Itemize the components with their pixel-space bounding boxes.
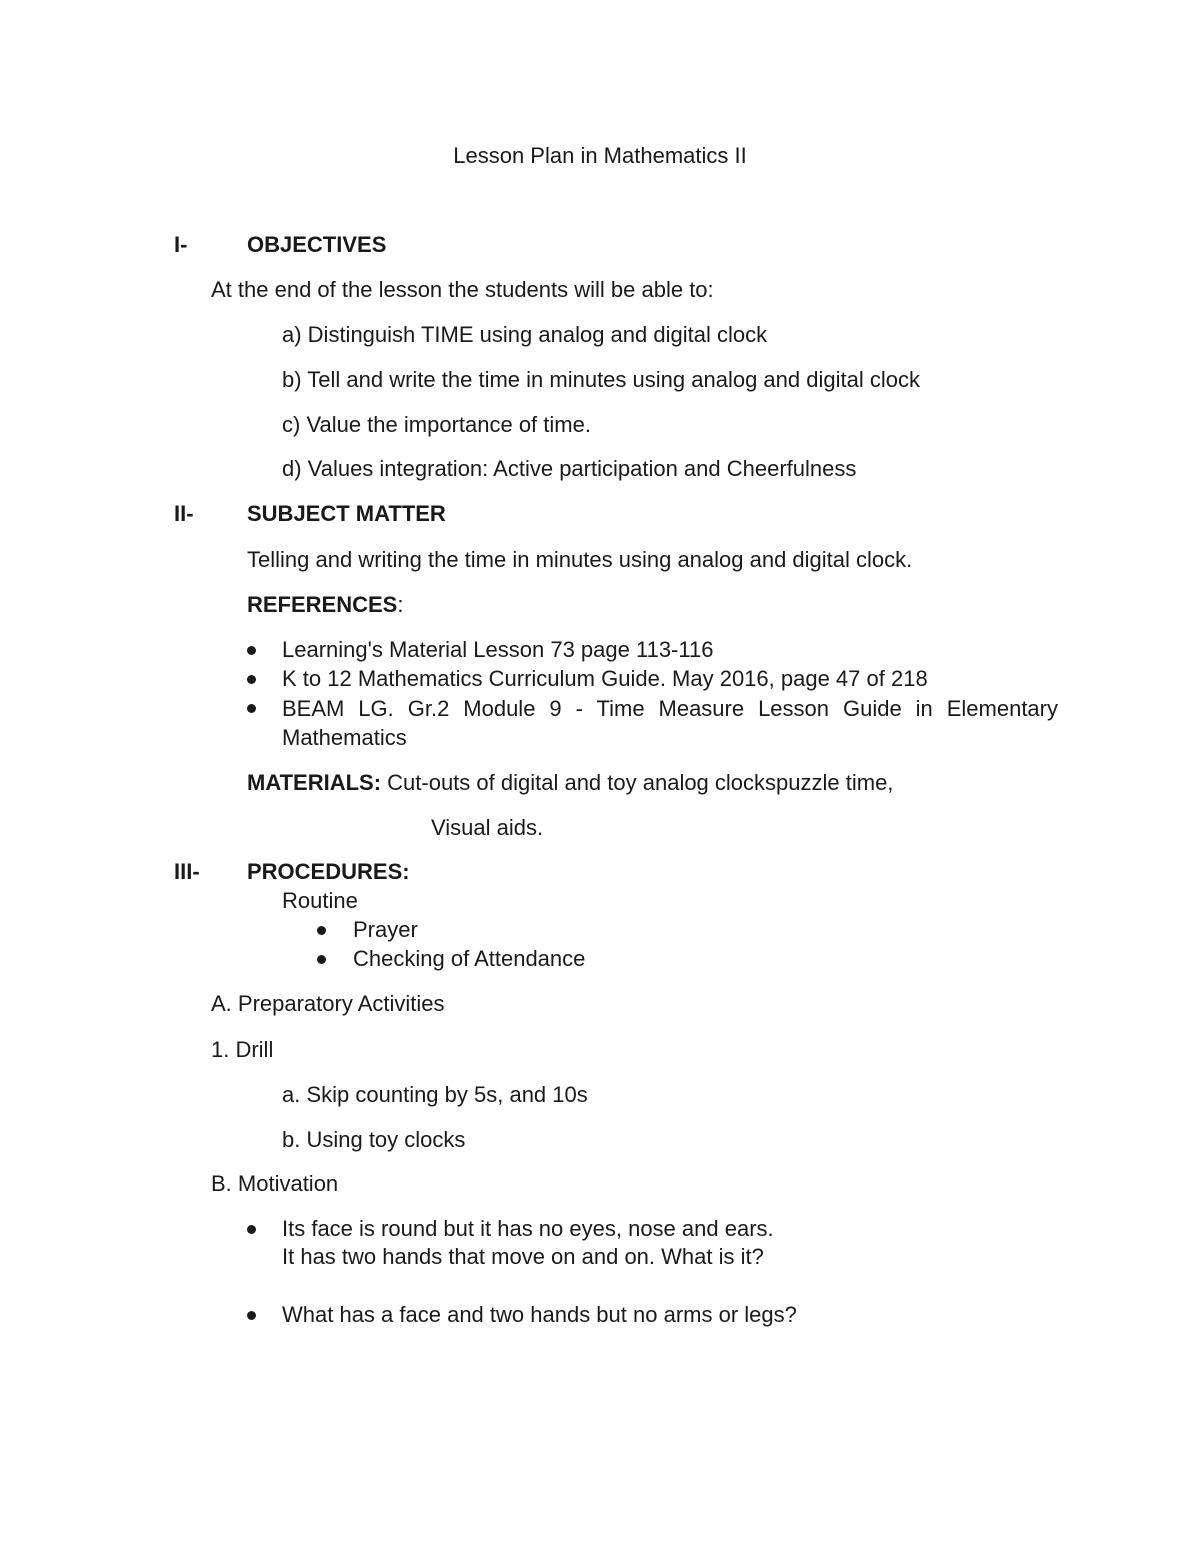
section-heading-procedures: PROCEDURES: [247, 859, 410, 884]
section-numeral-objectives: I- [174, 232, 188, 257]
bullet-icon [317, 955, 326, 964]
subject-matter-topic: Telling and writing the time in minutes using analog and digital clock. [247, 547, 913, 572]
objective-item: a) Distinguish TIME using analog and digital clock [282, 322, 768, 347]
drill-item: b. Using toy clocks [282, 1127, 466, 1152]
materials-line [247, 769, 893, 797]
references-colon: : [397, 592, 404, 617]
motivation-heading: B. Motivation [211, 1171, 339, 1196]
materials-text: Cut-outs of digital and toy analog clockspuzzle time, [381, 770, 894, 795]
section-heading-subject-matter: SUBJECT MATTER [247, 501, 446, 526]
preparatory-activities: A. Preparatory Activities [211, 991, 445, 1016]
bullet-icon [247, 646, 256, 655]
objective-item: c) Value the importance of time. [282, 412, 591, 437]
objectives-intro: At the end of the lesson the students will be able to: [211, 277, 714, 302]
materials-label: MATERIALS: [247, 770, 382, 795]
section-numeral-procedures: III- [174, 859, 200, 884]
objective-item: d) Values integration: Active participation and Cheerfulness [282, 456, 857, 481]
section-heading-objectives: OBJECTIVES [247, 232, 387, 257]
references-heading [247, 591, 403, 619]
page-title: Lesson Plan in Mathematics II [453, 143, 747, 168]
section-numeral-subject-matter: II- [174, 501, 194, 526]
bullet-icon [247, 1311, 256, 1320]
references-label: REFERENCES [247, 592, 398, 617]
reference-item: Learning's Material Lesson 73 page 113-116 [282, 637, 714, 662]
drill-item: a. Skip counting by 5s, and 10s [282, 1082, 588, 1107]
reference-item: K to 12 Mathematics Curriculum Guide. May 2016, page 47 of 218 [282, 666, 928, 691]
riddle-line: It has two hands that move on and on. What is it? [282, 1244, 764, 1269]
routine-item: Prayer [353, 917, 418, 942]
riddle-line: Its face is round but it has no eyes, nose and ears. [282, 1216, 774, 1241]
reference-item: BEAM LG. Gr.2 Module 9 - Time Measure Lesson Guide in Elementary Mathematics [282, 696, 1058, 750]
drill-heading: 1. Drill [211, 1037, 274, 1062]
routine-item: Checking of Attendance [353, 946, 586, 971]
bullet-icon [247, 1225, 256, 1234]
riddle-line: What has a face and two hands but no arms or legs? [282, 1302, 797, 1327]
bullet-icon [247, 675, 256, 684]
bullet-icon [317, 926, 326, 935]
objective-item: b) Tell and write the time in minutes using analog and digital clock [282, 367, 920, 392]
routine-label: Routine [282, 888, 358, 913]
bullet-icon [247, 704, 256, 713]
materials-continuation: Visual aids. [431, 815, 544, 840]
